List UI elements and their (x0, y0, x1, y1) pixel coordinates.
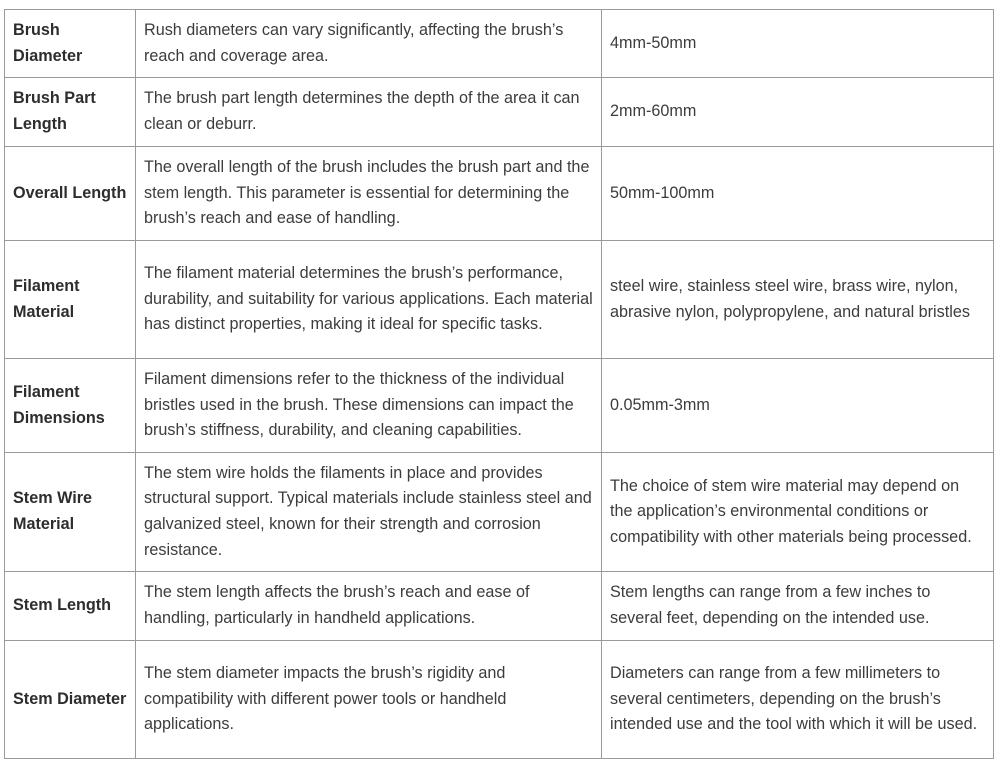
table-row (5, 147, 994, 241)
parameter-cell: Filament Material (5, 241, 136, 359)
parameter-cell: Stem Wire Material (5, 453, 136, 572)
description-cell: The stem diameter impacts the brush’s rigidity and compatibility with different power tools or handheld applications. (136, 641, 602, 759)
description-cell: The filament material determines the brush’s performance, durability, and suitability for various applications. Each material has distinct properties, making it ideal for specific tasks. (136, 241, 602, 359)
description-cell: Rush diameters can vary significantly, affecting the brush’s reach and coverage area. (136, 10, 602, 78)
parameter-cell: Brush Diameter (5, 10, 136, 78)
parameter-cell: Stem Diameter (5, 641, 136, 759)
table-row (5, 241, 994, 359)
description-cell: The brush part length determines the depth of the area it can clean or deburr. (136, 78, 602, 147)
parameter-cell: Filament Dimensions (5, 359, 136, 453)
value-cell: 0.05mm-3mm (602, 359, 994, 453)
value-cell: Diameters can range from a few millimeters to several centimeters, depending on the brush’s intended use and the tool with which it will be used. (602, 641, 994, 759)
value-cell: The choice of stem wire material may depend on the application’s environmental conditions or compatibility with other materials being processed. (602, 453, 994, 572)
parameter-cell: Brush Part Length (5, 78, 136, 147)
value-cell: Stem lengths can range from a few inches to several feet, depending on the intended use. (602, 572, 994, 641)
table-row (5, 641, 994, 759)
parameter-cell: Stem Length (5, 572, 136, 641)
description-cell: The stem wire holds the filaments in place and provides structural support. Typical materials include stainless steel and galvanized steel, known for their strength and corrosion resistance. (136, 453, 602, 572)
description-cell: Filament dimensions refer to the thickness of the individual bristles used in the brush. These dimensions can impact the brush’s stiffness, durability, and cleaning capabilities. (136, 359, 602, 453)
table-row (5, 78, 994, 147)
value-cell: 2mm-60mm (602, 78, 994, 147)
table-row (5, 10, 994, 78)
table-row (5, 453, 994, 572)
table-row (5, 572, 994, 641)
table-row (5, 359, 994, 453)
parameter-cell: Overall Length (5, 147, 136, 241)
value-cell: steel wire, stainless steel wire, brass wire, nylon, abrasive nylon, polypropylene, and natural bristles (602, 241, 994, 359)
spec-table (4, 9, 994, 759)
description-cell: The stem length affects the brush’s reach and ease of handling, particularly in handheld applications. (136, 572, 602, 641)
description-cell: The overall length of the brush includes the brush part and the stem length. This parameter is essential for determining the brush’s reach and ease of handling. (136, 147, 602, 241)
value-cell: 4mm-50mm (602, 10, 994, 78)
value-cell: 50mm-100mm (602, 147, 994, 241)
